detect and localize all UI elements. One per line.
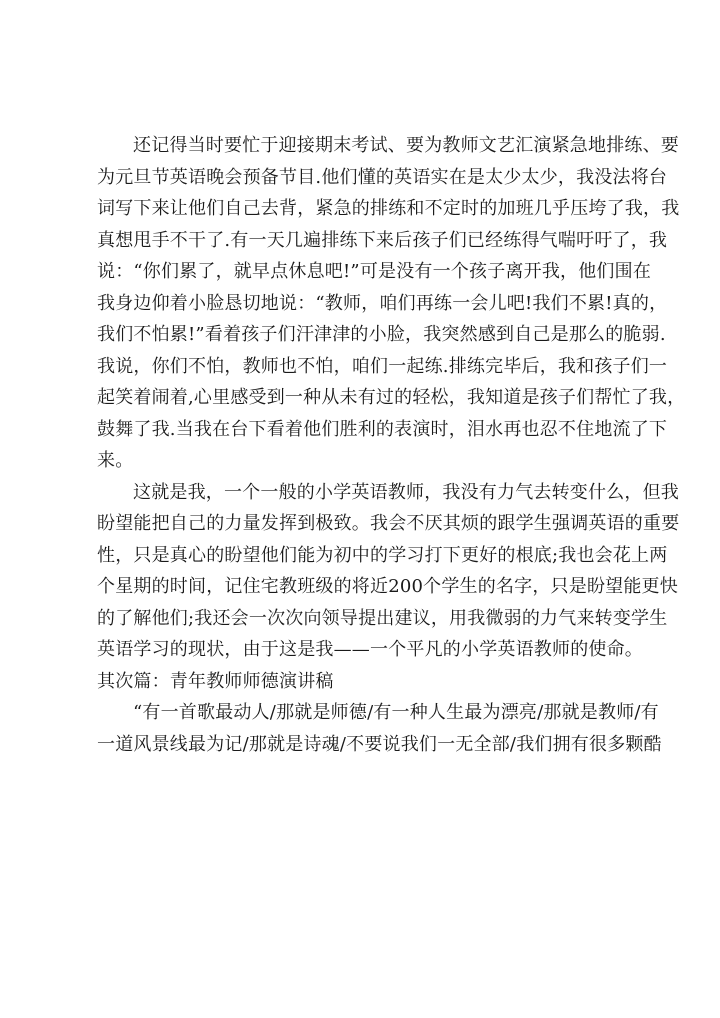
- text-line: 起笑着闹着,心里感受到一种从未有过的轻松，我知道是孩子们帮忙了我，: [97, 387, 686, 408]
- text-line: 为元旦节英语晚会预备节目.他们懂的英语实在是太少太少，我没法将台: [97, 166, 668, 188]
- paragraph-2: [97, 477, 680, 666]
- document-body: [97, 130, 686, 760]
- text-line: 的了解他们;我还会一次次向领导提出建议，用我微弱的力气来转变学生: [97, 607, 668, 629]
- text-line: 一道风景线最为记/那就是诗魂/不要说我们一无全部/我们拥有很多颗酷: [97, 733, 662, 755]
- text-line: 盼望能把自己的力量发挥到极致。我会不厌其烦的跟学生强调英语的重要: [97, 513, 680, 534]
- text-line: “有一首歌最动人/那就是师德/有一种人生最为漂亮/那就是教师/有: [133, 702, 659, 723]
- text-line: 我身边仰着小脸恳切地说：“教师，咱们再练一会儿吧!我们不累!真的，: [97, 292, 668, 314]
- text-line: 性，只是真心的盼望他们能为初中的学习打下更好的根底;我也会花上两: [97, 544, 668, 566]
- text-line: 词写下来让他们自己去背，紧急的排练和不定时的加班几乎压垮了我，我: [97, 198, 680, 219]
- paragraph-3: [97, 697, 662, 760]
- text-line: 鼓舞了我.当我在台下看着他们胜利的表演时，泪水再也忍不住地流了下: [97, 418, 668, 440]
- text-line: 我说，你们不怕，教师也不怕，咱们一起练.排练完毕后，我和孩子们一: [97, 355, 668, 377]
- section-heading: 其次篇：青年教师师德演讲稿: [97, 670, 334, 692]
- text-line: 来。: [97, 450, 134, 471]
- text-line: 说：“你们累了，就早点休息吧!”可是没有一个孩子离开我，他们围在: [97, 261, 652, 282]
- text-line: 个星期的时间，记住宅教班级的将近200个学生的名字，只是盼望能更快: [97, 576, 678, 597]
- text-line: 我们不怕累!”看着孩子们汗津津的小脸，我突然感到自己是那么的脆弱.: [97, 324, 666, 345]
- text-line: 这就是我，一个一般的小学英语教师，我没有力气去转变什么，但我: [133, 481, 679, 503]
- text-line: 真想甩手不干了.有一天几遍排练下来后孩子们已经练得气喘吁吁了，我: [97, 229, 668, 251]
- text-line: 还记得当时要忙于迎接期末考试、要为教师文艺汇演紧急地排练、要: [133, 135, 679, 156]
- text-line: 英语学习的现状，由于这是我——一个平凡的小学英语教师的使命。: [97, 639, 643, 660]
- paragraph-1: [97, 130, 686, 477]
